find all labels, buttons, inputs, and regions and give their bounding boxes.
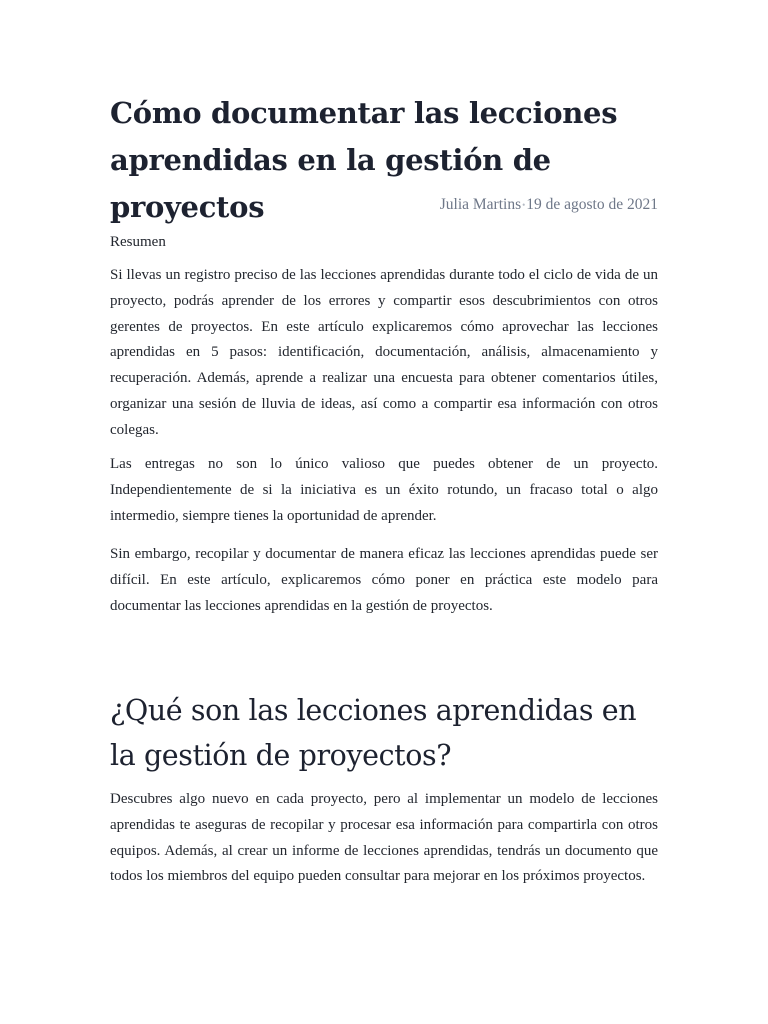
section-paragraph: Descubres algo nuevo en cada proyecto, pero al implementar un modelo de lecciones aprendidas te aseguras de recopilar y procesar esa información para compartirla con otros equipos. Además, al crear un informe de lecciones aprendidas, tendrás un documento que todos los miembros del equipo pueden consultar para mejorar en los próximos proyectos. <box>110 791 658 885</box>
publish-date: 19 de agosto de 2021 <box>526 196 658 213</box>
summary-label: Resumen <box>110 234 166 250</box>
intro-paragraph: Sin embargo, recopilar y documentar de manera eficaz las lecciones aprendidas puede ser difícil. En este artículo, explicaremos cómo poner en práctica este modelo para documentar las lecciones aprendidas en la gestión de proyectos. <box>110 546 658 614</box>
author-name[interactable]: Julia Martins <box>439 196 522 213</box>
section-heading: ¿Qué son las lecciones aprendidas en la gestión de proyectos? <box>110 694 637 772</box>
intro-paragraph: Las entregas no son lo único valioso que puedes obtener de un proyecto. Independientemente de si la iniciativa es un éxito rotundo, un fracaso total o algo intermedio, siempre tienes la oportunidad de aprender. <box>110 456 658 524</box>
byline-separator: • <box>522 200 526 211</box>
article-byline <box>440 194 658 216</box>
article-title: Cómo documentar las lecciones aprendidas en la gestión de proyectos <box>110 96 618 224</box>
summary-paragraph: Si llevas un registro preciso de las lecciones aprendidas durante todo el ciclo de vida de un proyecto, podrás aprender de los errores y compartir esos descubrimientos con otros gerentes de proyectos. En este artículo explicaremos cómo aprovechar las lecciones aprendidas en 5 pasos: identificación, documentación, análisis, almacenamiento y recuperación. Además, aprende a realizar una encuesta para obtener comentarios útiles, organizar una sesión de lluvia de ideas, así como a compartir esa información con otros colegas. <box>110 267 658 438</box>
